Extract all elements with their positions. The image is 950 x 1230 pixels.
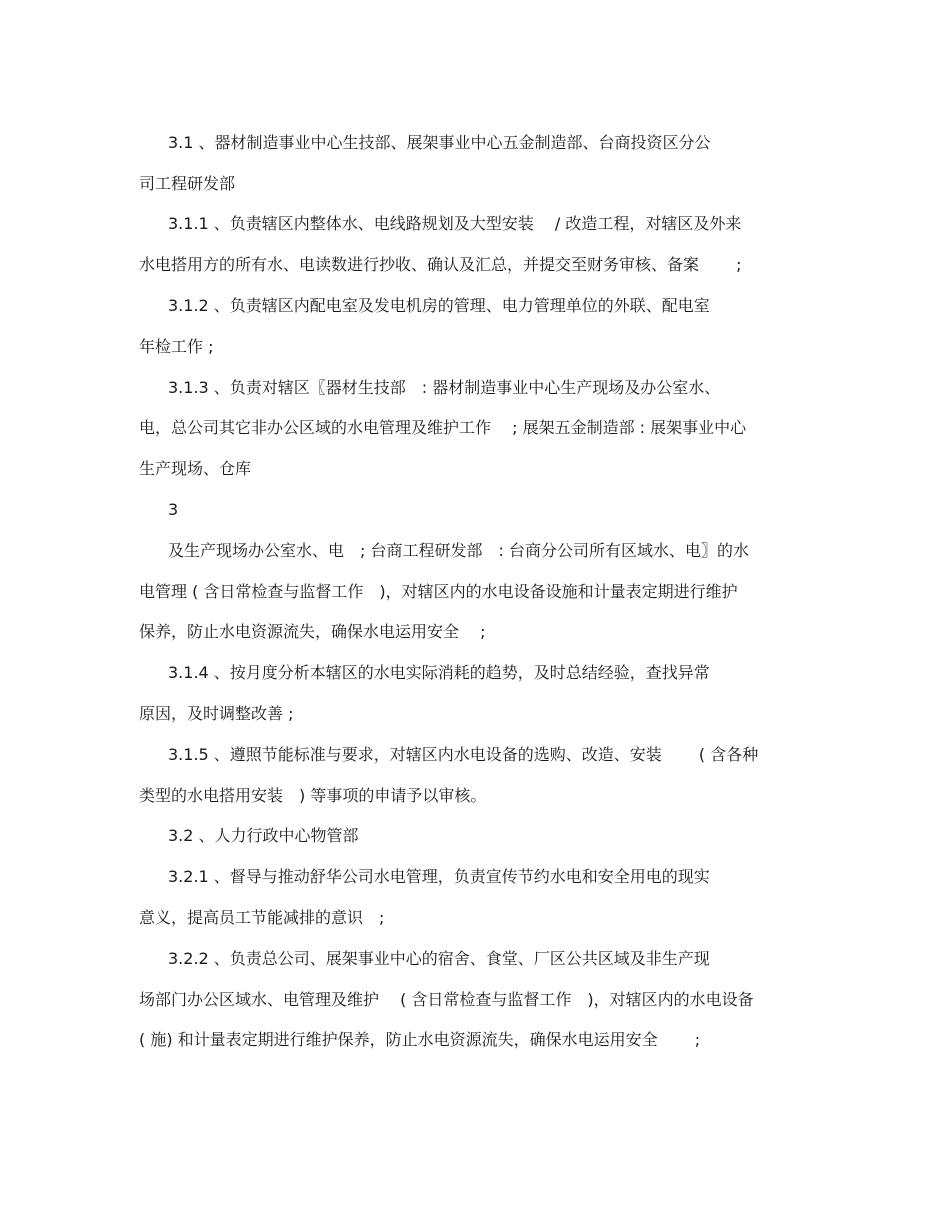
text-line: 3.2.1 、督导与推动舒华公司水电管理，负责宣传节约水电和安全用电的现实 <box>168 867 710 886</box>
text-line: 场部门办公区域水、电管理及维护 ( 含日常检查与监督工作 )，对辖区内的水电设备 <box>139 990 754 1009</box>
text-line: 3.1.5 、遵照节能标准与要求，对辖区内水电设备的选购、改造、安装 ( 含各种 <box>168 745 759 764</box>
text-line: 3.2.2 、负责总公司、展架事业中心的宿舍、食堂、厂区公共区域及非生产现 <box>168 949 710 968</box>
text-line: 3.1.4 、按月度分析本辖区的水电实际消耗的趋势，及时总结经验，查找异常 <box>168 663 710 682</box>
text-line: 及生产现场办公室水、电 ; 台商工程研发部 : 台商分公司所有区域水、电〗的水 <box>168 541 749 560</box>
text-line: 司工程研发部 <box>139 174 236 193</box>
text-line: 类型的水电搭用安装 ) 等事项的申请予以审核。 <box>139 786 487 805</box>
text-line: 保养，防止水电资源流失，确保水电运用安全 ; <box>139 622 486 641</box>
text-line: 生产现场、仓库 <box>139 459 252 478</box>
text-line: 原因，及时调整改善 ; <box>139 704 294 723</box>
text-line: 电管理 ( 含日常检查与监督工作 )，对辖区内的水电设备设施和计量表定期进行维护 <box>139 582 738 601</box>
text-line: 年检工作 ; <box>139 337 214 356</box>
text-line: ( 施) 和计量表定期进行维护保养，防止水电资源流失，确保水电运用安全 ; <box>139 1030 701 1049</box>
text-line: 意义，提高员工节能减排的意识 ; <box>139 908 385 927</box>
text-line: 电，总公司其它非办公区域的水电管理及维护工作 ; 展架五金制造部 : 展架事业中心 <box>139 418 747 437</box>
section-heading: 3.2 、人力行政中心物管部 <box>168 826 359 845</box>
text-line: 3.1 、器材制造事业中心生技部、展架事业中心五金制造部、台商投资区分公 <box>168 133 711 152</box>
text-line: 3.1.3 、负责对辖区〖器材生技部 : 器材制造事业中心生产现场及办公室水、 <box>168 378 721 397</box>
text-line: 水电搭用方的所有水、电读数进行抄收、确认及汇总，并提交至财务审核、备案 ; <box>139 255 742 274</box>
text-line: 3.1.2 、负责辖区内配电室及发电机房的管理、电力管理单位的外联、配电室 <box>168 296 710 315</box>
page-number: 3 <box>168 500 179 519</box>
text-line: 3.1.1 、负责辖区内整体水、电线路规划及大型安装 / 改造工程，对辖区及外来 <box>168 214 742 233</box>
